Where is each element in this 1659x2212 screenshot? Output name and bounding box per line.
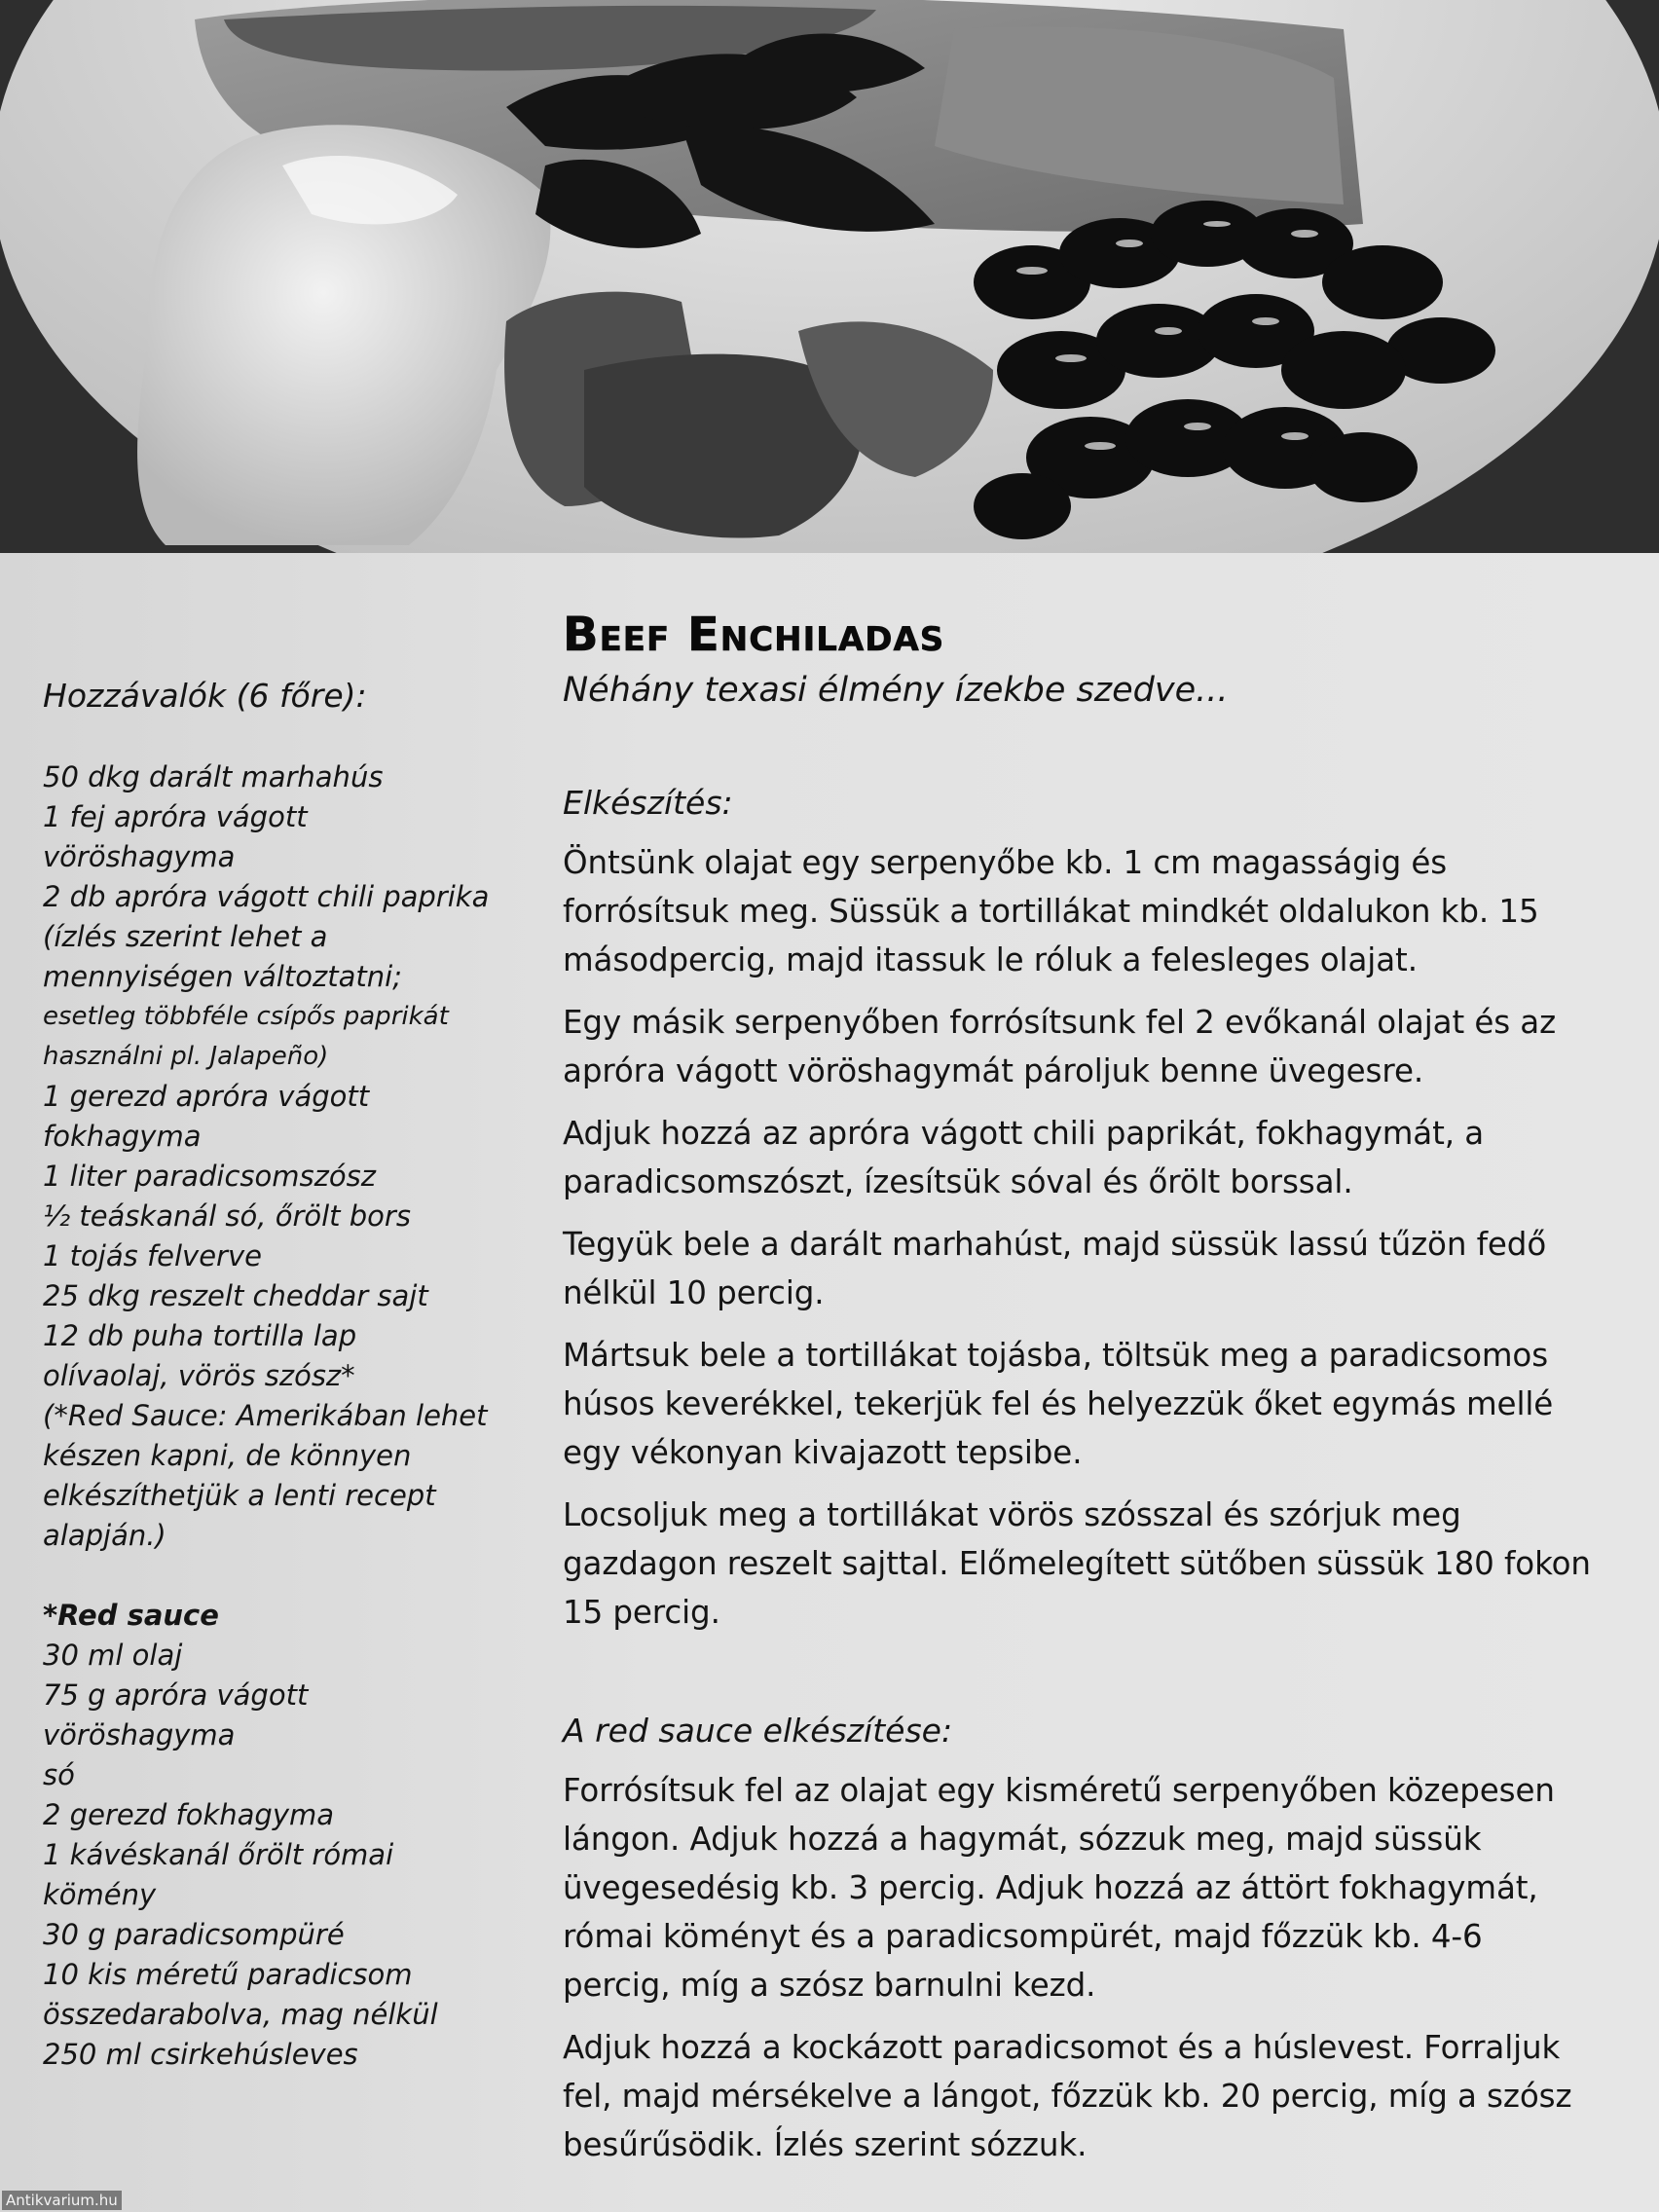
list-item: esetleg többféle csípős paprikát	[43, 1002, 449, 1031]
list-item: használni pl. Jalapeño)	[43, 1042, 329, 1071]
list-item: 1 fej apróra vágott	[43, 800, 308, 833]
step-line: Mártsuk bele a tortillákat tojásba, töltsük meg a paradicsomos	[563, 1337, 1549, 1374]
list-item: 2 gerezd fokhagyma	[43, 1798, 335, 1831]
step-line: római köményt és a paradicsompürét, majd főzzük kb. 4-6	[563, 1918, 1483, 1955]
list-item: kömény	[43, 1878, 157, 1911]
step-line: paradicsomszószt, ízesítsük sóval és őrölt borssal.	[563, 1163, 1353, 1200]
dish-photo	[0, 0, 1659, 553]
list-item: ½ teáskanál só, őrölt bors	[43, 1199, 411, 1233]
list-item: (ízlés szerint lehet a	[43, 920, 328, 953]
step-line: lángon. Adjuk hozzá a hagymát, sózzuk meg, majd süssük	[563, 1821, 1482, 1858]
list-item: 50 dkg darált marhahús	[43, 760, 384, 793]
preparation-heading: Elkészítés:	[563, 784, 733, 822]
step-line: 15 percig.	[563, 1594, 720, 1631]
list-item: fokhagyma	[43, 1120, 202, 1153]
list-item: készen kapni, de könnyen	[43, 1439, 412, 1472]
step-line: Adjuk hozzá a kockázott paradicsomot és a húslevest. Forraljuk	[563, 2029, 1561, 2066]
list-item: vöröshagyma	[43, 840, 236, 873]
step-paragraph	[563, 1109, 1624, 1206]
step-paragraph	[563, 838, 1624, 984]
step-line: nélkül 10 percig.	[563, 1274, 825, 1311]
step-paragraph	[563, 1766, 1624, 2009]
red-sauce-list	[43, 1636, 500, 2075]
step-paragraph	[563, 2023, 1624, 2169]
step-line: egy vékonyan kivajazott tepsibe.	[563, 1434, 1083, 1471]
step-paragraph	[563, 1491, 1624, 1637]
list-item: 30 g paradicsompüré	[43, 1918, 345, 1951]
step-paragraph	[563, 1220, 1624, 1317]
step-line: Öntsünk olajat egy serpenyőbe kb. 1 cm magasságig és	[563, 844, 1448, 881]
step-line: Adjuk hozzá az apróra vágott chili paprikát, fokhagymát, a	[563, 1115, 1485, 1152]
recipe-main-column	[563, 607, 1624, 2183]
list-item: alapján.)	[43, 1519, 166, 1552]
list-item: 25 dkg reszelt cheddar sajt	[43, 1279, 428, 1312]
list-item: 12 db puha tortilla lap	[43, 1319, 357, 1352]
list-item: összedarabolva, mag nélkül	[43, 1998, 438, 2031]
list-item: 10 kis méretű paradicsom	[43, 1958, 413, 1991]
list-item: (*Red Sauce: Amerikában lehet	[43, 1399, 488, 1432]
step-line: üvegesedésig kb. 3 percig. Adjuk hozzá az áttört fokhagymát,	[563, 1869, 1538, 1906]
ingredients-list	[43, 757, 500, 1556]
step-paragraph	[563, 1331, 1624, 1477]
list-item: só	[43, 1758, 75, 1791]
step-line: Forrósítsuk fel az olajat egy kisméretű serpenyőben közepesen	[563, 1772, 1555, 1809]
recipe-title: Beef Enchiladas	[563, 608, 945, 662]
list-item: 1 gerezd apróra vágott	[43, 1080, 370, 1113]
list-item: 250 ml csirkehúsleves	[43, 2038, 358, 2071]
step-paragraph	[563, 998, 1624, 1095]
list-item: vöröshagyma	[43, 1718, 236, 1751]
list-item: 1 kávéskanál őrölt római	[43, 1838, 394, 1871]
step-line: forrósítsuk meg. Süssük a tortillákat mindkét oldalukon kb. 15	[563, 893, 1539, 930]
list-item: elkészíthetjük a lenti recept	[43, 1479, 436, 1512]
preparation-steps	[563, 838, 1624, 1637]
ingredients-title: Hozzávalók (6 főre):	[43, 677, 367, 715]
sauce-preparation-heading: A red sauce elkészítése:	[563, 1712, 953, 1750]
sauce-preparation-steps	[563, 1766, 1624, 2169]
step-line: húsos keverékkel, tekerjük fel és helyezzük őket egymás mellé	[563, 1385, 1554, 1422]
step-line: Locsoljuk meg a tortillákat vörös szósszal és szórjuk meg	[563, 1496, 1461, 1533]
recipe-page	[0, 553, 1659, 2212]
step-line: másodpercig, majd itassuk le róluk a felesleges olajat.	[563, 941, 1418, 978]
list-item: 2 db apróra vágott chili paprika	[43, 880, 490, 913]
step-line: besűrűsödik. Ízlés szerint sózzuk.	[563, 2126, 1088, 2163]
red-sauce-title: *Red sauce	[43, 1599, 219, 1632]
step-line: Egy másik serpenyőben forrósítsunk fel 2 evőkanál olajat és az	[563, 1004, 1557, 1041]
watermark: Antikvarium.hu	[2, 2191, 122, 2210]
step-line: percig, míg a szósz barnulni kezd.	[563, 1967, 1096, 2004]
list-item: 75 g apróra vágott	[43, 1678, 309, 1712]
ingredients-column	[43, 677, 500, 2075]
step-line: apróra vágott vöröshagymát pároljuk benne üvegesre.	[563, 1052, 1424, 1089]
step-line: gazdagon reszelt sajttal. Előmelegített sütőben süssük 180 fokon	[563, 1545, 1591, 1582]
list-item: mennyiségen változtatni;	[43, 960, 402, 993]
step-line: Tegyük bele a darált marhahúst, majd süssük lassú tűzön fedő	[563, 1226, 1547, 1263]
list-item: olívaolaj, vörös szósz*	[43, 1359, 355, 1392]
recipe-subtitle: Néhány texasi élmény ízekbe szedve...	[563, 671, 1229, 710]
step-line: fel, majd mérsékelve a lángot, főzzük kb. 20 percig, míg a szósz	[563, 2078, 1572, 2115]
list-item: 1 liter paradicsomszósz	[43, 1160, 376, 1193]
list-item: 30 ml olaj	[43, 1639, 183, 1672]
list-item: 1 tojás felverve	[43, 1239, 262, 1272]
